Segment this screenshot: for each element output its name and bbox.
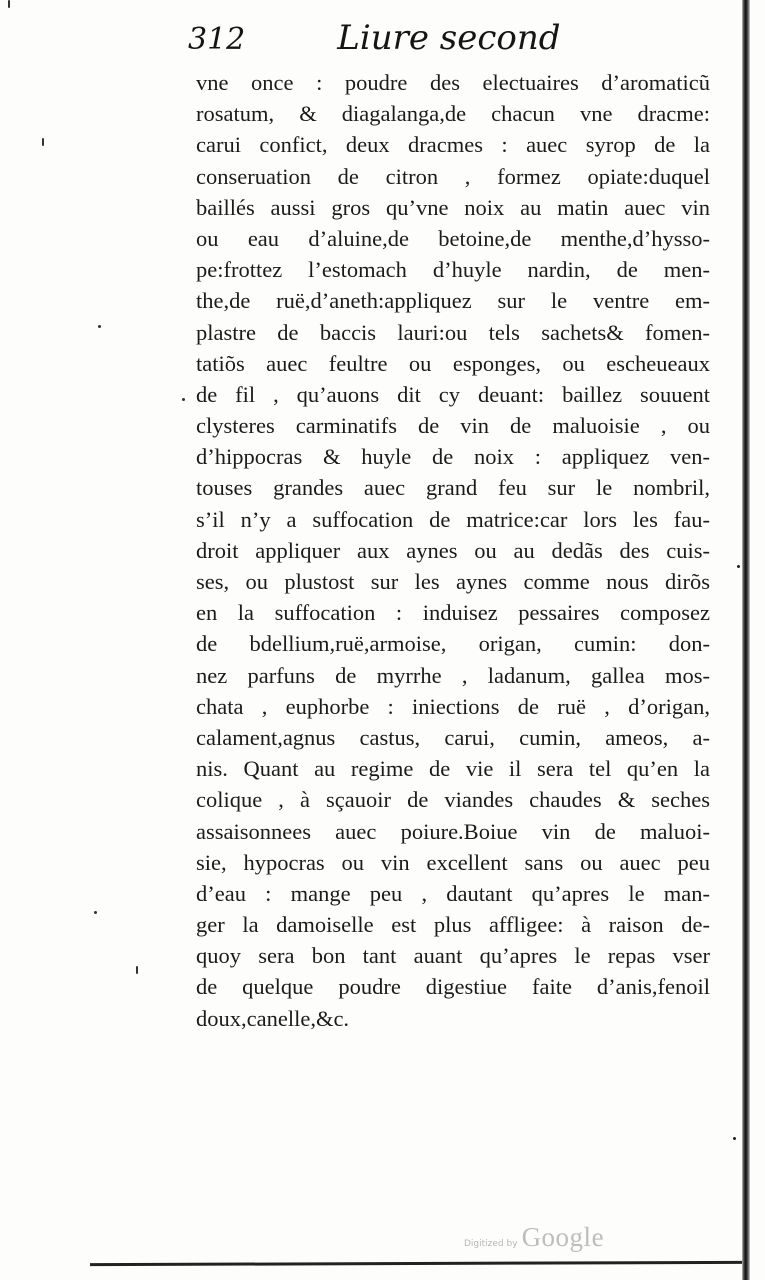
watermark-prefix: Digitized by — [464, 1239, 518, 1249]
text-line: the,de ruë,d’aneth:appliquez sur le ventre em- — [196, 288, 710, 314]
text-line: touses grandes auec grand feu sur le nombril, — [196, 475, 710, 501]
text-line: de quelque poudre digestiue faite d’anis,fenoil — [196, 974, 710, 1000]
text-line: pe:frottez l’estomach d’huyle nardin, de men- — [196, 257, 710, 283]
page-number: 312 — [188, 22, 246, 57]
body-text — [196, 67, 710, 1034]
margin-mark — [182, 398, 185, 401]
text-line: s’il n’y a suffocation de matrice:car lors les fau- — [196, 506, 710, 532]
margin-mark — [98, 325, 101, 328]
running-head: Liure second — [337, 18, 561, 58]
text-line: de fil , qu’auons dit cy deuant: baillez souuent — [196, 381, 710, 407]
text-line: sie, hypocras ou vin excellent sans ou auec peu — [196, 849, 710, 875]
page-header — [188, 18, 718, 68]
text-line: doux,canelle,&c. — [196, 1005, 350, 1031]
text-line: ses, ou plustost sur les aynes comme nous dirõs — [196, 569, 710, 594]
text-line: nez parfuns de myrrhe , ladanum, gallea mos- — [196, 662, 710, 688]
text-line: ger la damoiselle est plus affligee: à raison de- — [196, 912, 710, 938]
text-line: calament,agnus castus, carui, cumin, ameos, a- — [196, 724, 710, 750]
text-line: plastre de baccis lauri:ou tels sachets& fomen- — [196, 319, 710, 345]
text-line: d’eau : mange peu , dautant qu’apres le man- — [196, 880, 710, 906]
text-line: d’hippocras & huyle de noix : appliquez ven- — [196, 444, 710, 470]
text-line: ou eau d’aluine,de betoine,de menthe,d’hysso- — [196, 225, 710, 251]
page-gutter-edge — [742, 0, 750, 1280]
text-line: tatiõs auec feultre ou esponges, ou escheueaux — [196, 350, 710, 376]
text-line: conseruation de citron , formez opiate:duquel — [196, 163, 710, 189]
margin-mark — [8, 0, 10, 8]
text-line: clysteres carminatifs de vin de maluoisie , ou — [196, 413, 710, 439]
text-line: quoy sera bon tant auant qu’apres le repas vser — [196, 943, 710, 969]
margin-mark — [136, 966, 138, 974]
text-line: nis. Quant au regime de vie il sera tel qu’en la — [196, 756, 710, 782]
text-line: colique , à sçauoir de viandes chaudes & seches — [196, 787, 710, 813]
text-line: assaisonnees auec poiure.Boiue vin de maluoi- — [196, 818, 710, 844]
text-line: vne once : poudre des electuaires d’aromaticũ — [196, 70, 710, 95]
edge-speck — [733, 1137, 736, 1140]
margin-mark — [94, 911, 97, 914]
bottom-edge-line — [90, 1261, 742, 1266]
text-line: de bdellium,ruë,armoise, origan, cumin: don- — [196, 631, 710, 657]
text-line: baillés aussi gros qu’vne noix au matin auec vin — [196, 194, 710, 220]
text-line: carui confict, deux dracmes : auec syrop de la — [196, 132, 710, 158]
google-logo: Google — [521, 1222, 605, 1252]
text-line: droit appliquer aux aynes ou au dedãs des cuis- — [196, 537, 710, 563]
text-line: en la suffocation : induisez pessaires composez — [196, 600, 710, 626]
text-line: chata , euphorbe : iniections de ruë , d’origan, — [196, 693, 710, 719]
text-line: rosatum, & diagalanga,de chacun vne dracme: — [196, 101, 710, 127]
digitized-by-watermark — [464, 1222, 604, 1253]
edge-speck — [737, 565, 740, 568]
margin-mark — [42, 138, 44, 146]
